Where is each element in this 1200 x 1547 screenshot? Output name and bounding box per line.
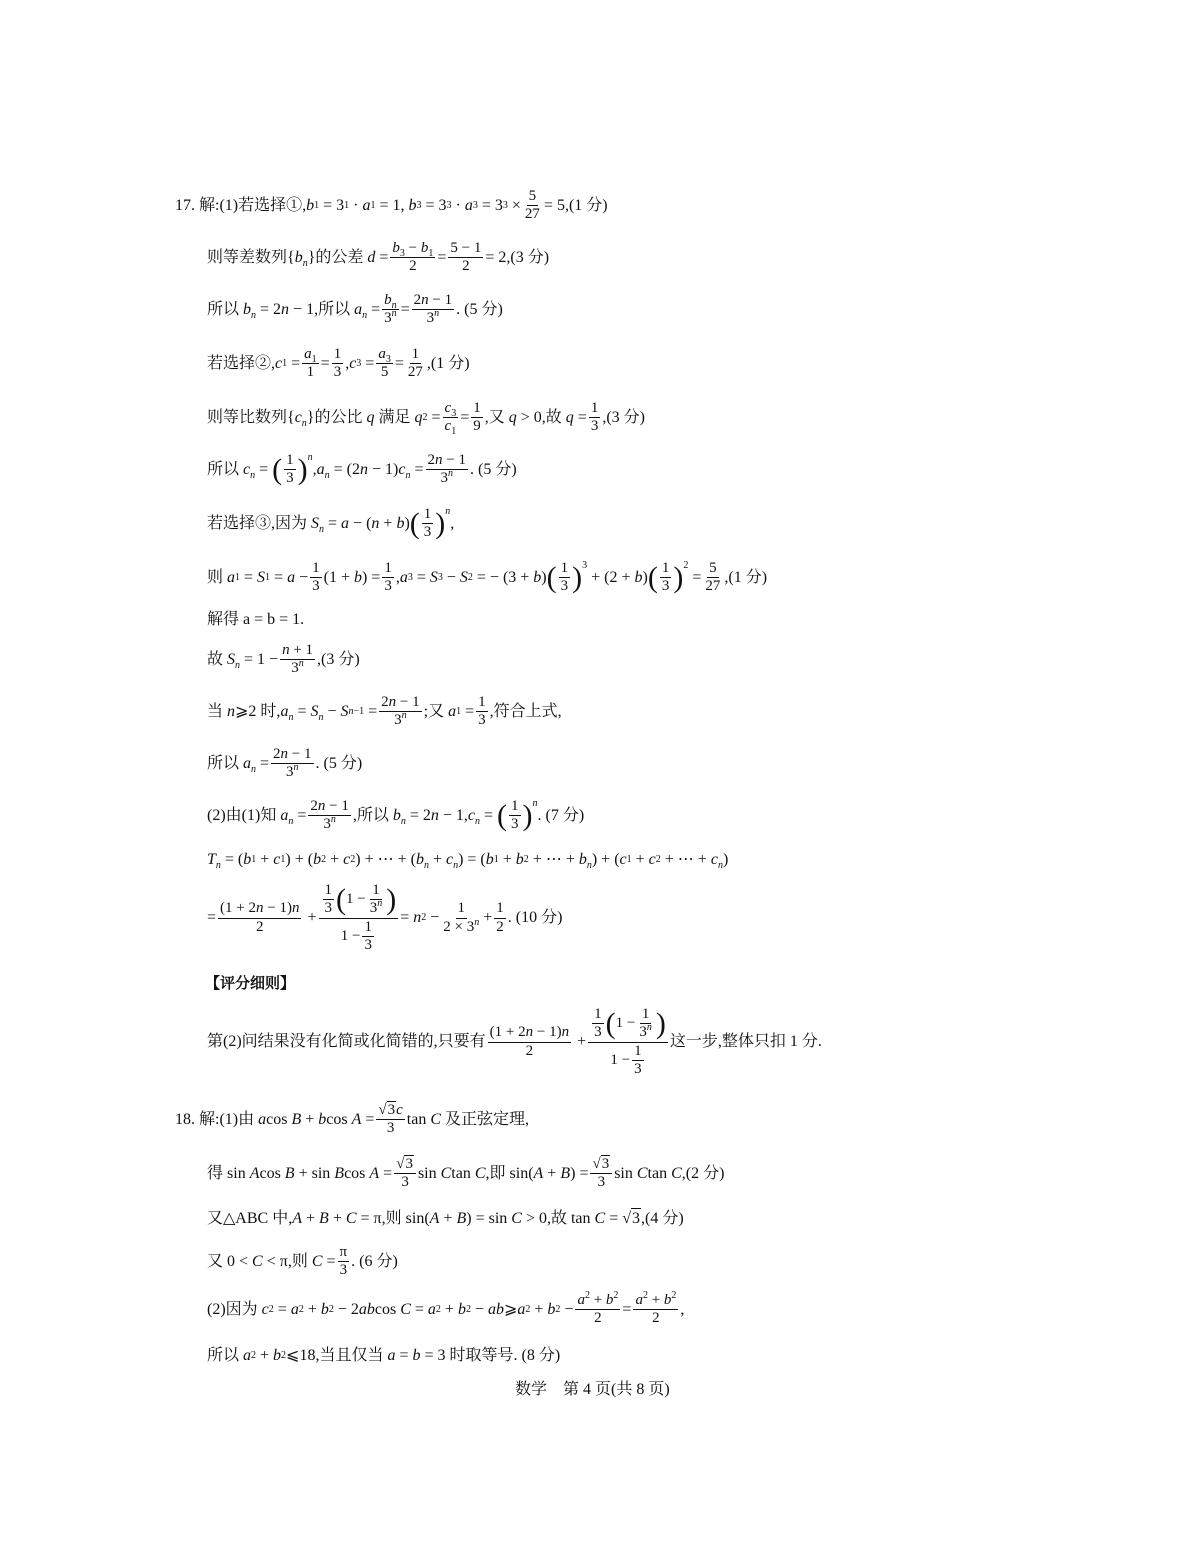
p17-line-2: 则等差数列{ $b_n$ }的公差 d = $\frac{b_3 - b_1}{2}$ = $\frac{5 - 1}{2}$ = 2 ,(3 分) xyxy=(207,240,550,275)
p18-line-3: 又△ABC 中, A + B + C = π ,则 sin( A + B ) = sin C > 0 ,故 tan C = √ 3 ,(4 分) xyxy=(207,1209,684,1227)
page-footer: 数学 第 4 页(共 8 页) xyxy=(515,1381,670,1398)
p17-line-6: 所以 $c_n$ = ( $\frac{1}{3}$ ) $^n$ , $a_n$ = (2 n − 1) $c_n$ = $\frac{2n - 1}{3^n}$ . (5 分) xyxy=(207,451,517,487)
p18-line-4: 又 0 < C < π ,则 C = $\frac{\pi}{3}$ . (6 分) xyxy=(207,1244,398,1279)
p17-line-8: 则 a 1 = S 1 = a − $\frac{1}{3}$ (1 + b ) = $\frac{1}{3}$ , a 3 = S 3 − S 2 = − (3 + b ) ( $\frac{1}{3}$ ) $^3$ + (2 + b ) ( $\frac{1}{3}$ ) $^2$ = $\frac{5}{27}$ ,(1 分) xyxy=(207,559,768,595)
p17-line-12: 所以 $a_n$ = $\frac{2n - 1}{3^n}$ . (5 分) xyxy=(207,746,363,781)
p18-line-2: 得 sin A cos B + sin B cos A = $\frac{√3}{3}$ sin C tan C ,即 sin( A + B ) = $\frac{√3}{3}$ sin C tan C ,(2 分) xyxy=(207,1156,725,1191)
rubric-title: 【评分细则】 xyxy=(205,974,296,992)
p17-line-1: 17. 解:(1)若选择①, b 1 = 3 1 · a 1 = 1, b 3 = 3 3 · a 3 = 3 3 × $\frac{5}{27}$ = 5 ,(1 分) xyxy=(175,188,608,223)
rubric-text: 第(2)问结果没有化简或化简错的,只要有 $\frac{(1 + 2n - 1)n}{2}$ + $\frac{1}{3}$ ( 1 − $\frac{1}{3^n}$ ) 1 − $\frac{1}{3}$ 这一步,整体只扣 1 分. xyxy=(207,1006,822,1077)
p17-line-9: 解得 a = b = 1. xyxy=(207,611,305,628)
p17-line-10: 故 $S_n$ = 1 − $\frac{n + 1}{3^n}$ ,(3 分) xyxy=(207,642,360,677)
p18-line-5: (2)因为 c 2 = a 2 + b 2 − 2 ab cos C = a 2 + b 2 − ab ⩾ a 2 + b 2 − $\frac{a^2 + b^2}{2}$ = $\frac{a^2 + b^2}{2}$ , xyxy=(207,1290,685,1327)
p17-line-4: 若选择②, c 1 = $\frac{a_1}{1}$ = $\frac{1}{3}$ , c 3 = $\frac{a_3}{5}$ = $\frac{1}{27}$ ,(1 分) xyxy=(207,346,470,381)
p17-line-11: 当 n ⩾2 时, $a_n$ = $S_n$ − S n−1 = $\frac{2n - 1}{3^n}$ ;又 a 1 = $\frac{1}{3}$ ,符合上式, xyxy=(207,694,562,729)
p17-line-13: (2)由(1)知 $a_n$ = $\frac{2n - 1}{3^n}$ ,所以 $b_n$ = 2 n − 1, $c_n$ = ( $\frac{1}{3}$ ) $^n$ . (7 分) xyxy=(207,797,585,833)
p17-line-7: 若选择③,因为 $S_n$ = a − ( n + b ) ( $\frac{1}{3}$ ) $^n$ , xyxy=(207,505,455,541)
p17-line-5: 则等比数列{ $c_n$ }的公比 q 满足 q 2 = $\frac{c_3}{c_1}$ = $\frac{1}{9}$ ,又 q > 0 ,故 q = $\frac{1}{3}$ ,(3 分) xyxy=(207,400,645,438)
p18-line-1: 18. 解:(1)由 a cos B + b cos A = $\frac{√3c}{3}$ tan C 及正弦定理, xyxy=(175,1102,530,1137)
p18-line-6: 所以 a 2 + b 2 ⩽18 ,当且仅当 a = b = 3 时取等号. (8 分) xyxy=(207,1347,561,1364)
p17-line-14: $T_n$ = ( b 1 + c 1 ) + ( b 2 + c 2 ) + ⋯ + ( $b_n$ + $c_n$ ) = ( b 1 + b 2 + ⋯ + $b_n$ ) + ( c 1 + c 2 + ⋯ + $c_n$ ) xyxy=(207,851,729,872)
p17-line-3: 所以 $b_n$ = 2 n − 1 ,所以 $a_n$ = $\frac{b_n}{3^n}$ = $\frac{2n - 1}{3^n}$ . (5 分) xyxy=(207,292,503,327)
p17-line-15: = $\frac{(1 + 2n - 1)n}{2}$ + $\frac{1}{3}$ ( 1 − $\frac{1}{3^n}$ ) 1 − $\frac{1}{3}$ = n 2 − $\frac{1}{2 \times 3^n}$ + $\frac{1}{2}$ . (10 分) xyxy=(207,882,563,953)
